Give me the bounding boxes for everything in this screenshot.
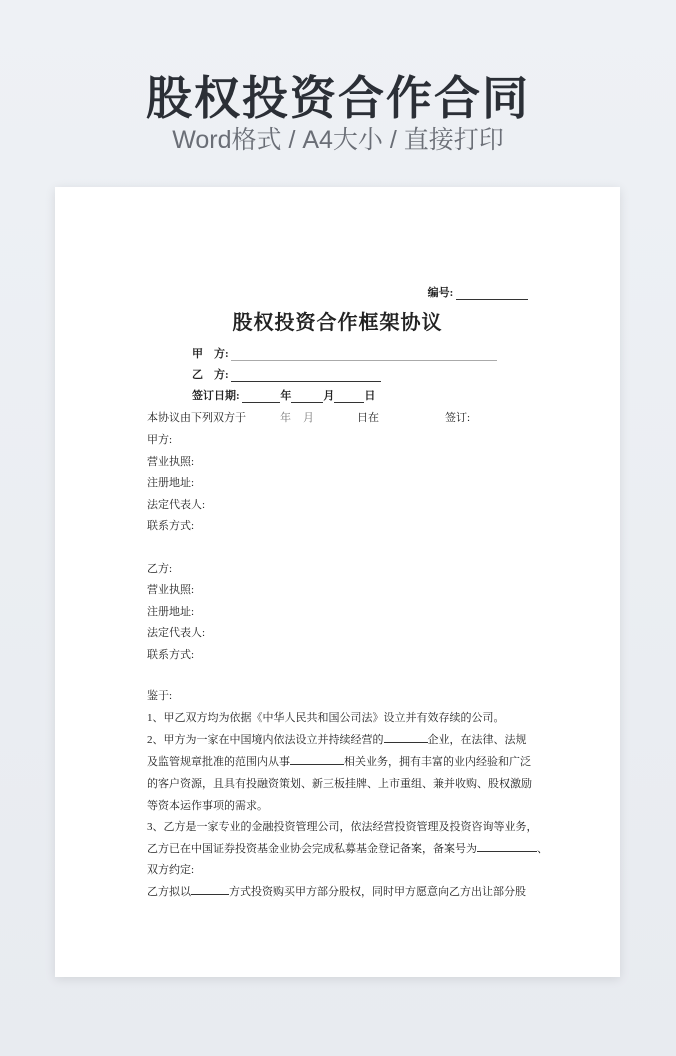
- party-a-blank: [231, 348, 497, 361]
- document-page: [55, 187, 620, 977]
- clause-2-text-c: 及监管规章批准的范围内从事: [147, 756, 290, 768]
- intro-day-at: 日在: [357, 412, 379, 424]
- intro-line: [147, 409, 547, 425]
- sign-date-field: [192, 387, 375, 403]
- investment-method-blank: [191, 883, 229, 895]
- clause-4-text-b: 方式投资购买甲方部分股权，同时甲方愿意向乙方出让部分股: [229, 886, 526, 898]
- banner-subtitle: Word格式 / A4大小 / 直接打印: [172, 126, 504, 154]
- intro-signed: 签订:: [445, 412, 471, 424]
- clause-4-line-1: [147, 883, 526, 899]
- clause-1: 1、甲乙双方均为依据《中华人民共和国公司法》设立并有效存续的公司。: [147, 712, 505, 724]
- party-b-license-label: 营业执照:: [147, 584, 195, 596]
- party-a-address-label: 注册地址:: [147, 477, 195, 489]
- document-title: 股权投资合作框架协议: [232, 312, 443, 334]
- serial-number-field: [428, 284, 528, 300]
- clause-2-line-3: 的客户资源，且具有投融资策划、新三板挂牌、上市重组、兼并收购、股权激励: [147, 778, 532, 790]
- party-b-field: [192, 366, 381, 382]
- party-b-contact-label: 联系方式:: [147, 649, 195, 661]
- party-b-label: 乙 方:: [192, 369, 229, 381]
- party-b-address-label: 注册地址:: [147, 606, 195, 618]
- party-b-info-label: 乙方:: [147, 563, 173, 575]
- party-b-representative-label: 法定代表人:: [147, 627, 206, 639]
- clause-2-line-1: [147, 731, 527, 747]
- party-a-info-label: 甲方:: [147, 434, 173, 446]
- party-a-field: [192, 345, 497, 361]
- clause-2-text-d: 相关业务，拥有丰富的业内经验和广泛: [344, 756, 531, 768]
- sign-date-label: 签订日期:: [192, 390, 240, 402]
- intro-lead: 本协议由下列双方于: [147, 412, 246, 424]
- month-label: 月: [323, 390, 335, 402]
- party-a-representative-label: 法定代表人:: [147, 499, 206, 511]
- day-label: 日: [364, 390, 376, 402]
- party-b-blank: [231, 369, 381, 382]
- business-scope-blank: [290, 753, 344, 765]
- party-a-license-label: 营业执照:: [147, 456, 195, 468]
- year-label: 年: [280, 390, 292, 402]
- intro-month: 月: [303, 412, 314, 424]
- clause-3-line-1: 3、乙方是一家专业的金融投资管理公司，依法经营投资管理及投资咨询等业务，: [147, 821, 538, 833]
- clause-3-trailing-mark: 、: [537, 843, 548, 855]
- serial-label: 编号:: [427, 287, 454, 299]
- clause-2-line-4: 等资本运作事项的需求。: [147, 800, 268, 812]
- clause-3-line-3: 双方约定:: [147, 864, 195, 876]
- clause-2-line-2: [147, 753, 531, 769]
- intro-year: 年: [280, 412, 291, 424]
- party-a-contact-label: 联系方式:: [147, 520, 195, 532]
- clause-3-line-2: [147, 840, 548, 856]
- clause-2-text-b: 企业，在法律、法规: [427, 734, 527, 746]
- filing-number-blank: [477, 840, 537, 852]
- day-blank: [334, 390, 364, 403]
- clause-2-text-a: 2、甲方为一家在中国境内依法设立并持续经营的: [147, 734, 384, 746]
- whereas-heading: 鉴于:: [147, 690, 173, 702]
- business-type-blank: [384, 731, 428, 743]
- clause-3-text-b: 乙方已在中国证券投资基金业协会完成私募基金登记备案，备案号为: [147, 843, 477, 855]
- party-a-label: 甲 方:: [192, 348, 229, 360]
- serial-blank: [456, 287, 528, 300]
- month-blank: [291, 390, 323, 403]
- banner-title: 股权投资合作合同: [146, 72, 530, 124]
- year-blank: [242, 390, 280, 403]
- clause-4-text-a: 乙方拟以: [147, 886, 191, 898]
